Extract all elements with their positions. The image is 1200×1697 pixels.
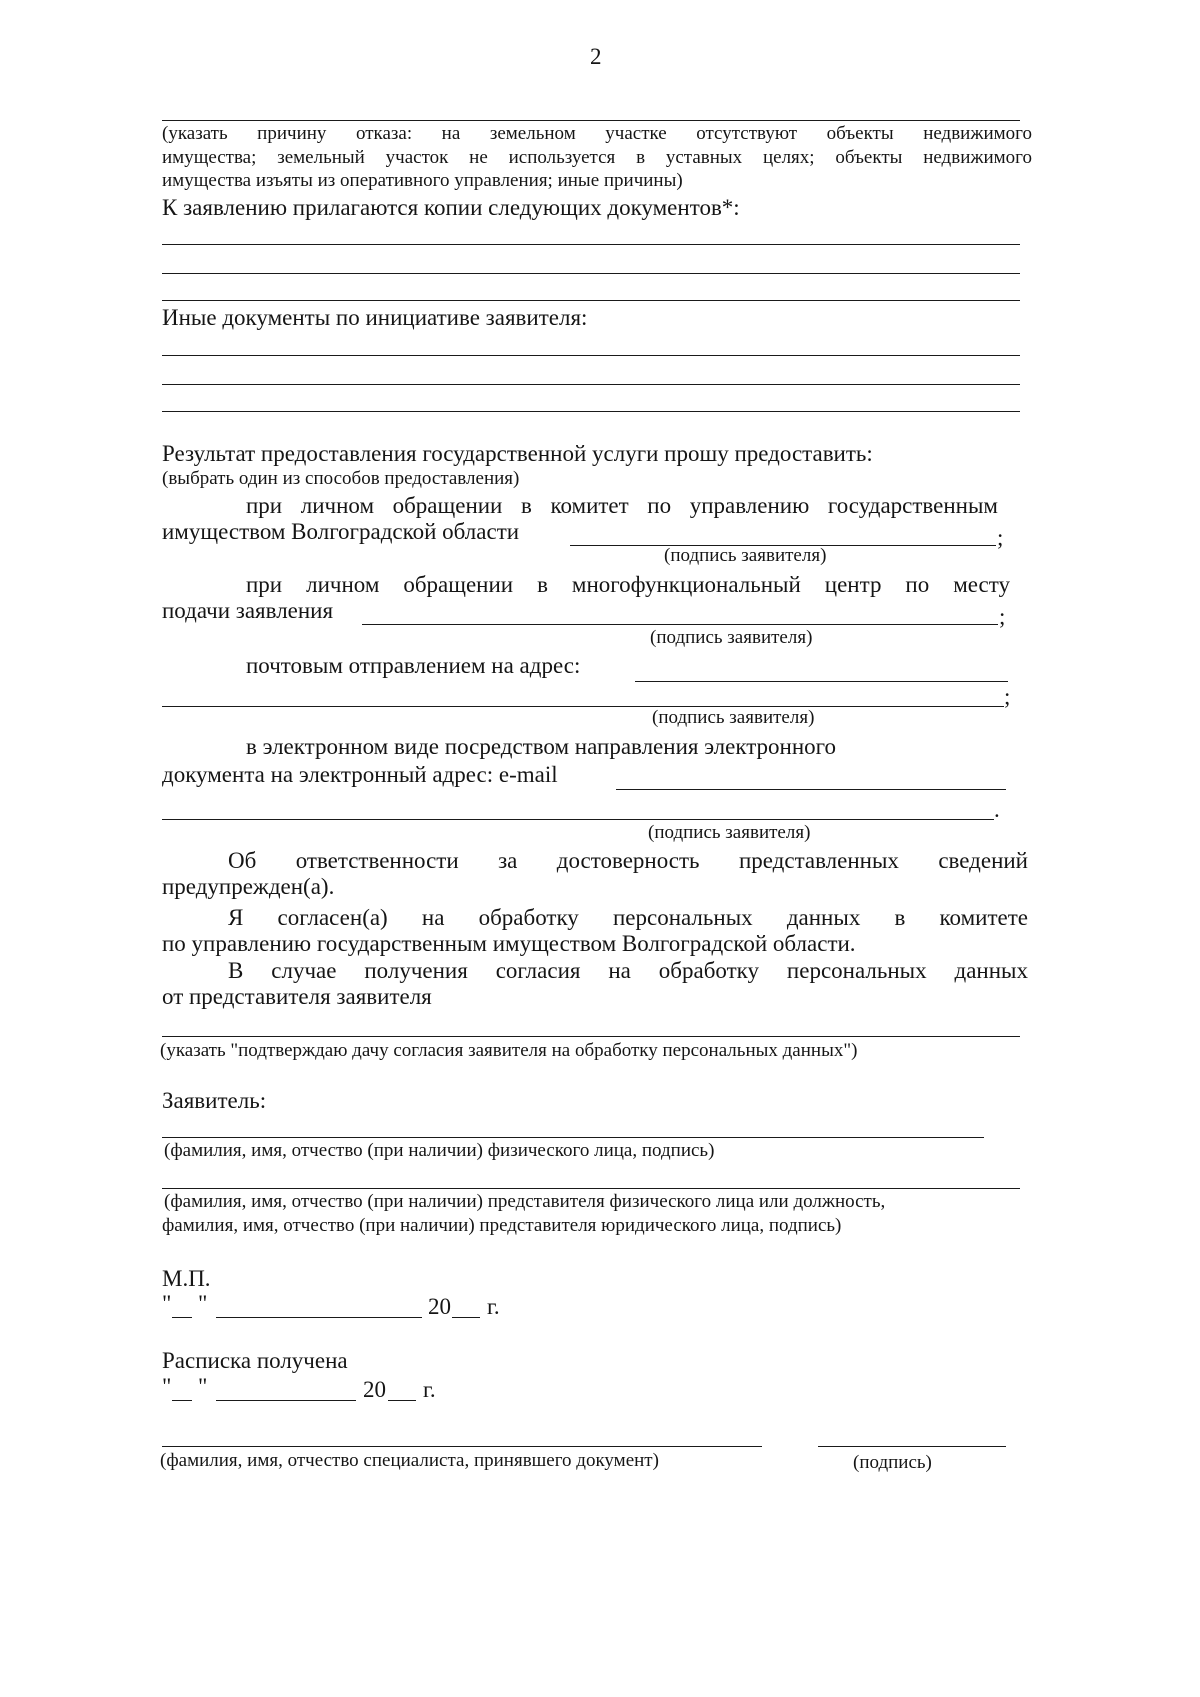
option4-line2: документа на электронный адрес: e-mail	[162, 762, 558, 787]
attachments-heading: К заявлению прилагаются копии следующих документов*:	[162, 195, 740, 220]
date-day-line[interactable]	[172, 1317, 192, 1318]
result-heading: Результат предоставления государственной услуги прошу предоставить:	[162, 441, 873, 466]
representative-line2: от представителя заявителя	[162, 984, 432, 1009]
receipt-month-line[interactable]	[216, 1400, 356, 1401]
responsibility-line2: предупрежден(а).	[162, 874, 335, 899]
option4-email-line-2[interactable]	[162, 819, 994, 820]
applicant-individual-hint: (фамилия, имя, отчество (при наличии) физического лица, подпись)	[164, 1140, 715, 1161]
receipt-quote-close: "	[198, 1374, 208, 1399]
refusal-hint-3: имущества изъяты из оперативного управления; иные причины)	[162, 170, 683, 191]
option3-address-line[interactable]	[635, 681, 1008, 682]
date-month-line[interactable]	[216, 1317, 422, 1318]
specialist-signature-line[interactable]	[818, 1446, 1006, 1447]
result-hint: (выбрать один из способов предоставления)	[162, 468, 520, 489]
receipt-day-line[interactable]	[172, 1400, 192, 1401]
option3-line1: почтовым отправлением на адрес:	[246, 653, 581, 678]
date-year-prefix: 20	[428, 1294, 451, 1319]
option1-line1: при личном обращении в комитет по управлению государственным	[246, 493, 998, 518]
applicant-representative-hint-2: фамилия, имя, отчество (при наличии) представителя юридического лица, подпись)	[162, 1215, 842, 1236]
other-documents-heading: Иные документы по инициативе заявителя:	[162, 305, 588, 330]
refusal-hint-1: (указать причину отказа: на земельном участке отсутствуют объекты недвижимого	[162, 123, 1032, 144]
option4-email-line[interactable]	[616, 789, 1006, 790]
attachment-line-3[interactable]	[162, 300, 1020, 301]
applicant-representative-hint-1: (фамилия, имя, отчество (при наличии) представителя физического лица или должность,	[164, 1191, 886, 1212]
option2-signature-line[interactable]	[362, 624, 998, 625]
other-doc-line-3[interactable]	[162, 411, 1020, 412]
option4-signature-hint: (подпись заявителя)	[648, 822, 811, 843]
specialist-hint: (фамилия, имя, отчество специалиста, принявшего документ)	[160, 1450, 659, 1471]
option1-signature-hint: (подпись заявителя)	[664, 545, 827, 566]
specialist-signature-hint: (подпись)	[853, 1452, 932, 1473]
option1-line2: имуществом Волгоградской области	[162, 519, 520, 544]
option3-signature-hint: (подпись заявителя)	[652, 707, 815, 728]
refusal-hint-2: имущества; земельный участок не используется в уставных целях; объекты недвижимого	[162, 147, 1032, 168]
option4-period: .	[994, 797, 1000, 822]
receipt-label: Расписка получена	[162, 1348, 348, 1373]
receipt-year-suffix: г.	[423, 1377, 436, 1402]
date-quote-close: "	[198, 1291, 208, 1316]
page-number: 2	[590, 44, 602, 69]
option3-address-line-2[interactable]	[162, 706, 1004, 707]
receipt-year-line[interactable]	[388, 1400, 416, 1401]
applicant-representative-line[interactable]	[162, 1188, 1020, 1189]
refusal-reason-line[interactable]	[162, 120, 1020, 121]
consent-line1: Я согласен(а) на обработку персональных данных в комитете	[228, 905, 1028, 930]
representative-hint: (указать "подтверждаю дачу согласия заявителя на обработку персональных данных")	[160, 1040, 858, 1061]
date-year-line[interactable]	[452, 1317, 480, 1318]
option2-line1: при личном обращении в многофункциональный центр по месту	[246, 572, 1010, 597]
date-year-suffix: г.	[487, 1294, 500, 1319]
option3-semicolon: ;	[1004, 684, 1011, 709]
applicant-individual-line[interactable]	[162, 1137, 984, 1138]
option4-line1: в электронном виде посредством направления электронного	[246, 734, 837, 759]
specialist-name-line[interactable]	[162, 1446, 762, 1447]
date-quote-open: "	[162, 1291, 172, 1316]
option2-signature-hint: (подпись заявителя)	[650, 627, 813, 648]
consent-line2: по управлению государственным имуществом Волгоградской области.	[162, 931, 856, 956]
responsibility-line1: Об ответственности за достоверность представленных сведений	[228, 848, 1028, 873]
attachment-line-1[interactable]	[162, 244, 1020, 245]
applicant-label: Заявитель:	[162, 1088, 267, 1113]
option1-semicolon: ;	[997, 525, 1004, 550]
stamp-label: М.П.	[162, 1266, 211, 1291]
receipt-year-prefix: 20	[363, 1377, 386, 1402]
option2-semicolon: ;	[999, 604, 1006, 629]
representative-line1: В случае получения согласия на обработку персональных данных	[228, 958, 1028, 983]
option2-line2: подачи заявления	[162, 598, 334, 623]
attachment-line-2[interactable]	[162, 273, 1020, 274]
other-doc-line-1[interactable]	[162, 355, 1020, 356]
receipt-quote-open: "	[162, 1374, 172, 1399]
representative-consent-line[interactable]	[162, 1036, 1020, 1037]
other-doc-line-2[interactable]	[162, 384, 1020, 385]
